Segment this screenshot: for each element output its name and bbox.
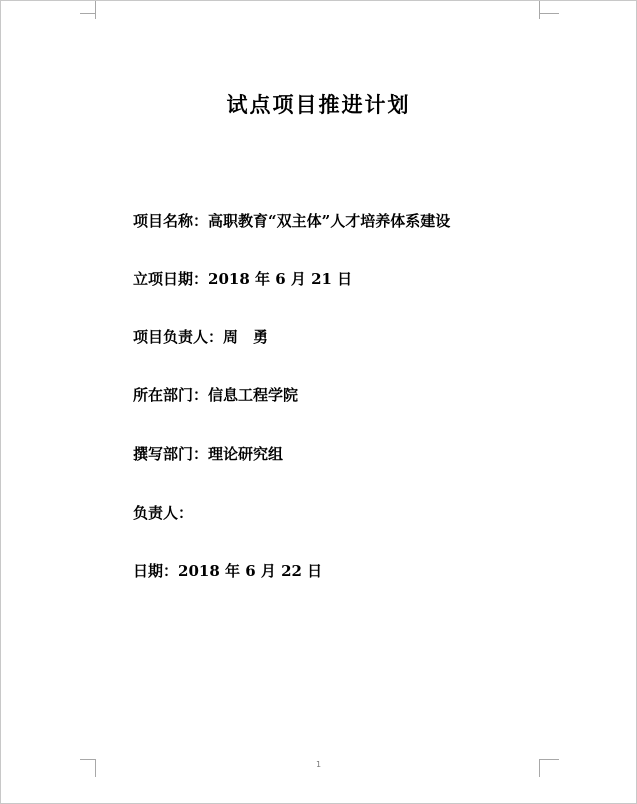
field-label: 日期： <box>133 562 179 580</box>
field-value: 周 勇 <box>223 328 269 346</box>
field-label: 撰写部门： <box>133 445 209 463</box>
field-label: 项目负责人： <box>133 328 224 346</box>
field-label: 项目名称： <box>133 212 209 230</box>
field-project-name <box>133 211 450 231</box>
field-start-date <box>133 269 352 289</box>
field-value: 理论研究组 <box>208 445 284 463</box>
field-writing-department <box>133 444 283 464</box>
field-value: 2018 年 6 月 22 日 <box>178 562 323 580</box>
document-title: 试点项目推进计划 <box>226 92 411 117</box>
field-date <box>133 561 322 581</box>
field-value: 2018 年 6 月 21 日 <box>208 270 353 288</box>
page-number: 1 <box>315 760 322 769</box>
field-label: 立项日期： <box>133 270 209 288</box>
field-label: 所在部门： <box>133 386 209 404</box>
field-project-lead <box>133 327 268 347</box>
field-responsible-person <box>133 503 193 523</box>
field-label: 负责人： <box>133 504 194 522</box>
field-department <box>133 385 298 405</box>
field-value: 信息工程学院 <box>208 386 299 404</box>
field-value: 高职教育“双主体”人才培养体系建设 <box>208 212 451 230</box>
